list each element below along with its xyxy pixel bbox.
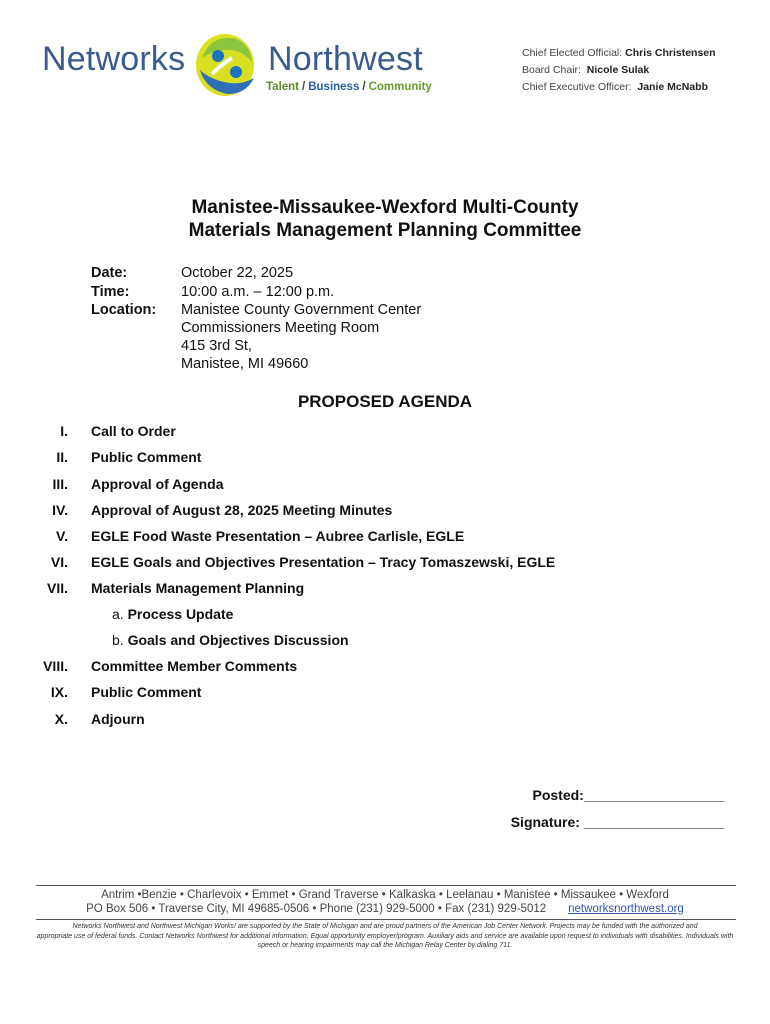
agenda-item-number: III. (52, 476, 68, 492)
agenda-item-number: VIII. (43, 658, 68, 674)
agenda-item: Materials Management Planning (91, 580, 305, 596)
posted-line: Posted:__________________ (532, 787, 724, 803)
networks-northwest-logo (40, 28, 440, 100)
footer-top-rule (36, 885, 736, 886)
footer-bottom-rule (36, 919, 736, 920)
agenda-subitem: a. Process Update (112, 606, 234, 622)
official-ceo: Chief Executive Officer: Janie McNabb (522, 81, 708, 93)
signature-line: Signature: __________________ (510, 814, 724, 830)
agenda-item: Approval of Agenda (91, 476, 224, 492)
agenda-item: EGLE Goals and Objectives Presentation – Tracy Tomaszewski, EGLE (91, 554, 556, 570)
agenda-item: Adjourn (91, 711, 145, 727)
agenda-item-number: VI. (50, 554, 68, 570)
logo-word-left: Networks (42, 40, 186, 78)
agenda-item: EGLE Food Waste Presentation – Aubree Carlisle, EGLE (91, 528, 465, 544)
agenda-item: Approval of August 28, 2025 Meeting Minutes (91, 502, 393, 518)
location-line: 415 3rd St, (181, 338, 252, 354)
agenda-item: Public Comment (91, 684, 202, 700)
agenda-item-number: I. (60, 423, 68, 439)
location-line: Manistee, MI 49660 (181, 356, 309, 372)
agenda-item: Call to Order (91, 423, 176, 439)
official-board-chair: Board Chair: Nicole Sulak (522, 64, 650, 76)
agenda-heading: PROPOSED AGENDA (297, 392, 473, 411)
location-line: Manistee County Government Center (181, 302, 422, 318)
time-label: Time: (91, 284, 130, 300)
officials-list (522, 45, 716, 96)
logo-emblem-icon (192, 28, 262, 100)
agenda-item: Public Comment (91, 449, 202, 465)
agenda-subitem: b. Goals and Objectives Discussion (112, 632, 349, 648)
footer-disclaimer: Networks Northwest and Northwest Michigan Works! are supported by the State of Michigan and are proud partners of the American Job Center Network. Projects may be funded with the authorized and appropriate use of federal funds. Contact Networks Northwest for additional information. Equal opportunity employer/program. Auxiliary aids and service are available upon request to individuals with disabilities. Individuals with speech or hearing impairments may call the Michigan Relay Center by dialing 711. (36, 923, 734, 949)
footer-contact: PO Box 506 • Traverse City, MI 49685-0506 • Phone (231) 929-5000 • Fax (231) 929-5012 networksnorthwest.org (86, 903, 684, 915)
date-label: Date: (91, 265, 128, 281)
document-title: Manistee-Missaukee-Wexford Multi-County Materials Management Planning Committee (188, 197, 582, 241)
official-chief-elected: Chief Elected Official: Chris Christensen (522, 47, 716, 59)
location-line: Commissioners Meeting Room (181, 320, 380, 336)
logo-word-right: Northwest (268, 40, 423, 78)
meeting-time: 10:00 a.m. – 12:00 p.m. (181, 284, 335, 300)
agenda-item: Committee Member Comments (91, 658, 298, 674)
agenda-item-number: X. (54, 711, 68, 727)
agenda-item-number: IX. (50, 684, 68, 700)
agenda-item-number: II. (56, 449, 68, 465)
agenda-item-number: V. (56, 528, 68, 544)
logo-tagline: Talent / Business / Community (266, 81, 432, 93)
footer-counties: Antrim •Benzie • Charlevoix • Emmet • Grand Traverse • Kalkaska • Leelanau • Manistee • Missaukee • Wexford (101, 889, 669, 901)
meeting-date: October 22, 2025 (181, 265, 294, 281)
agenda-item-number: IV. (52, 502, 68, 518)
agenda-item-number: VII. (46, 580, 68, 596)
website-link[interactable]: networksnorthwest.org (568, 903, 684, 915)
location-label: Location: (91, 302, 157, 318)
